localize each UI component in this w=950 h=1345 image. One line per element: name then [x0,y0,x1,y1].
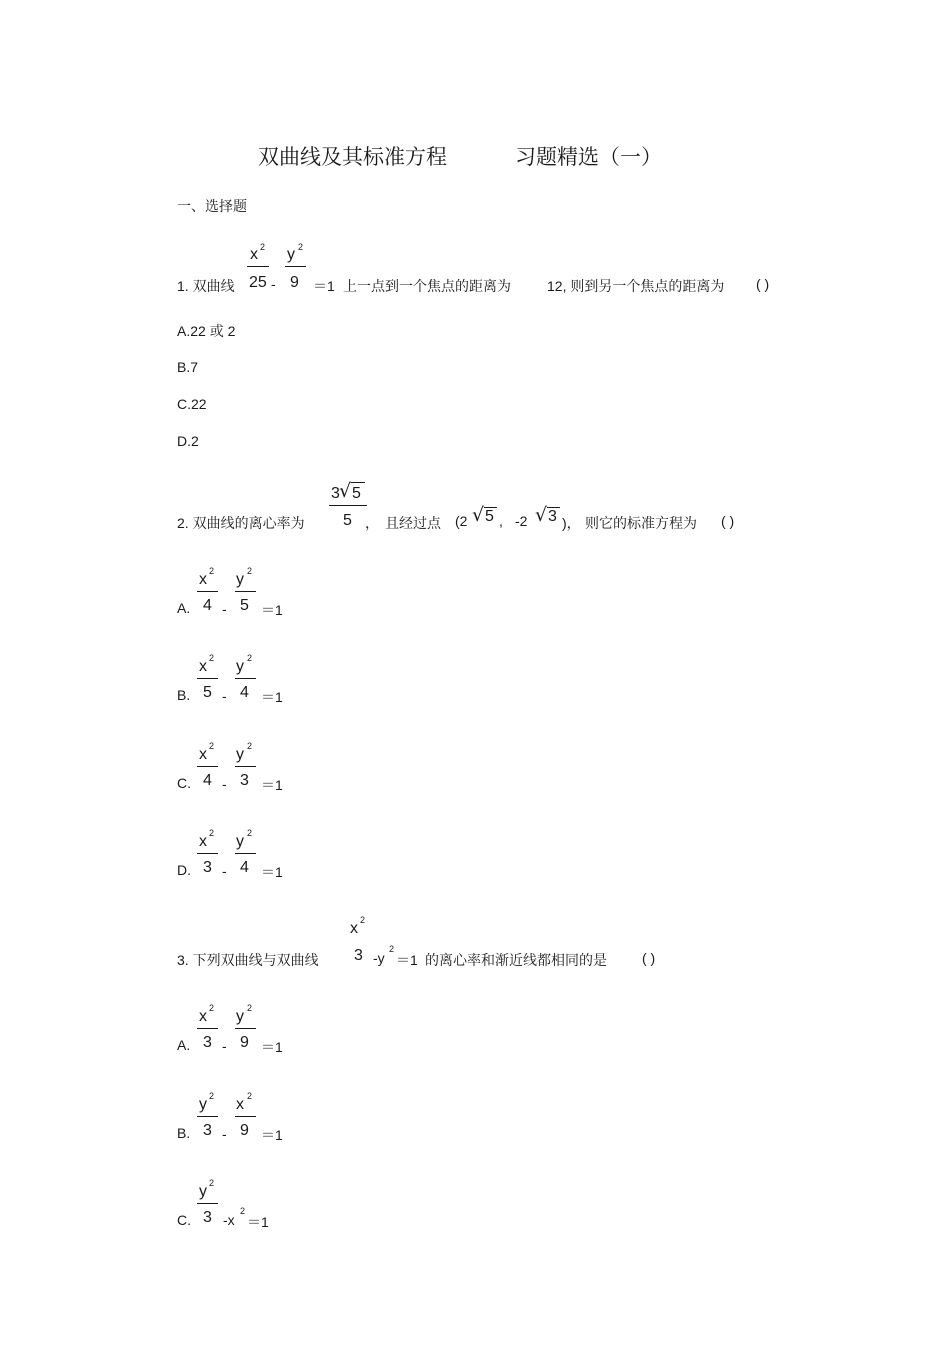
q1-answer-paren: ( ) [756,276,770,292]
title-main: 双曲线及其标准方程 [258,145,447,169]
q1-option-a: A.22 或 2 [177,323,236,339]
q1-prefix: 1. 双曲线 [177,278,235,294]
q3-prefix: 3. 下列双曲线与双曲线 [177,952,319,968]
q1-option-b: B.7 [177,359,199,375]
section-heading: 一、选择题 [177,198,247,214]
q3-answer-paren: ( ) [642,950,656,966]
q2-prefix: 2. 双曲线的离心率为 [177,515,305,531]
title-sub: 习题精选（一） [515,145,662,169]
q1-option-d: D.2 [177,433,199,449]
q2-answer-paren: ( ) [721,513,735,529]
q1-option-c: C.22 [177,396,207,412]
